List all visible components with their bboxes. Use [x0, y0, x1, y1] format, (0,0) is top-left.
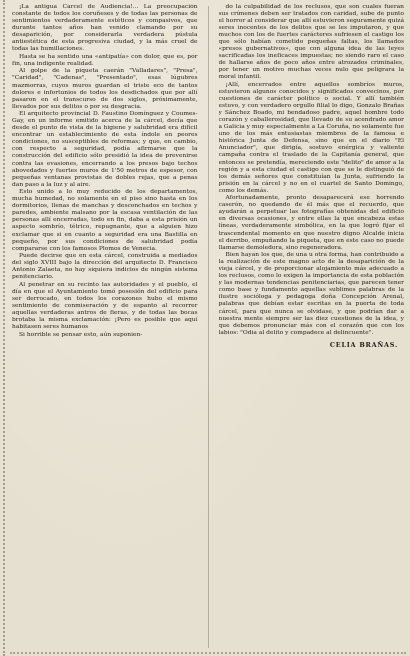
paragraph: Al penetrar en su recinto las autoridades y el pueblo, el día en que el Ayuntamiento tomó posesión del edificio para ser derrocado, en todos los corazones hubo el mismo sentimiento de conmiseración y de espanto al recorrer aquellas verdaderas antros de fieras, y de todas las bocas brotaba la misma exclamación: ¡Pero es posible que aquí habitasen seres humanos: [12, 281, 198, 331]
paragraph: El arquitecto provincial D. Faustino Domínguez y Coumes-Gay, en un informe emitido acerca de la cárcel, decía que desde el punto de vista de la higiene y salubridad era difícil encontrar un establecimiento de esta índole en peores condiciones, no susceptibles de reformas; y que, en cambio, con respecto a seguridad, podía afirmarse que la construcción del edificio sólo presidió la idea de prevenirse contra las evasiones, encerrando a los presos bajo techos abovedados y fuertes muros de 1'50 metros de espesor, con pequeñas ventanas provistas de dobles rejas, que a penas dan paso a la luz y al aire.: [12, 111, 198, 188]
paragraph: ¡La antigua Cárcel de Audiencia!... La preocupación constante de todos los coruñeses y de todas las personas de sentimientos verdaderamente estéticos y compasivos, que durante tantos años han venido clamando por su desaparición, por considerarla verdadera pústula antiestética de esta progresiva ciudad, y la más cruel de todas las humillaciones.: [12, 4, 198, 53]
author-signature: CELIA BRAÑAS.: [329, 340, 398, 349]
column-divider: [208, 6, 209, 648]
paragraph: ¡Allí, encerrados entre aquellos sombríos muros, estuvieron algunos conocidos y significados convecinos, por cuestiones de carácter político o social. Y allí también estuvo, y con verdadero orgullo filial lo digo, Gonzalo Brañas y Sánchez Boado, mi bendadoso padre, aquel hombre todo corazón y caballerosidad, que llevado de su acendrado amor a Galicia y muy especialmente a La Coruña, no solamente fue uno de los más entusiastas miembros de la famosa e histórica Junta de Defensa, sino que en el diario "El Anunciador", que dirigía, sostuvo enérgica y valiente campaña contra el traslado de la Capitanía general, que entonces se pretendía, mereciendo este "delito" de amor a la región y a esta ciudad el castigo con que se le distinguió de los demás señores que constituían la Junta, sufriendo la prisión en la cárcel y no en el cuartel de Santo Domingo, como los demás.: [218, 82, 404, 194]
paragraph: Puede decirse que en esta cárcel, construida a mediados del siglo XVIII bajo la dirección del arquitecto D. Francisco Antonio Zalaeta, no hay siquiera indicios de ningún sistema penitenciario.: [12, 253, 198, 281]
bottom-dotted-border: [10, 652, 406, 654]
paragraph: Si horrible se pensar esto, aún suponien-: [19, 331, 143, 338]
left-dotted-border: [3, 0, 7, 656]
paragraph: do la culpabilidad de los reclusos, que son cuales fueran sus crímenes deben ser tratados con caridad, sube de punto el horror al considerar que allí estuvieron seguramente quizá seres inocentes de los delitos que se les imputaron, y que muchos con los de fuertes carácteres sufriesen el castigo los que sólo habían cometido pequeñas faltas, los llamados «presos gubernativos», que con alguna idea de las leyes sacrificadas los ineficaces impuestas; no siendo raro el caso de hallarse años de poco años entre atrozados criminales, por tener un motivo muchas veces nulo que peligrara la moral infantil.: [218, 4, 404, 81]
paragraph: Bien hayan los que, de una u otra forma, han contribuido a la realización de este magno acto de la desaparición de la vieja cárcel, y de proporcionar alojamiento más adecuado a los reclusos, como lo exigen la importancia de esta población y las modernas tendencias penitenciarias, que parecen tener como base y fundamento aquellas sublimes palabras de la ilustre socióloga y pedagoga doña Concepción Arenal, palabras que debían estar escritas en la puerta de toda cárcel, para que nunca se olvidase, y que podrían dar a nuestra mente siempre ser las diez cuestiones de la idea, y que debemos pronunciar más con el corazón que con los labios: "Odia al delito y compadece al delincuente".: [218, 252, 404, 336]
article-columns: [12, 4, 404, 650]
paragraph: Al golpe de la piqueta caerán "Valladares", "Presa", "Caridad", "Cadenas", "Presentado", esas lúgubres mazmorras, cuyos muros guardan el triste eco de tantos dolores e infortunios de todos los desdichados que por allí pasaron en el transcurso de dos siglos, próximamente, llevados por sus delitos o por su desgracia.: [12, 68, 198, 110]
left-column: [12, 4, 198, 650]
paragraph: Hasta se ha sentido una «antipatía» con dolor, que es, por fin, una indigente realidad.: [12, 53, 198, 67]
paragraph: Afortunadamente, pronto desaparecerá ese horrendo caserón, no quedando de él más que el recuerdo, que ayudarán a perpetuar las fotografías obtenidas del edificio en diversas ocasiones, y entre ellas la que encabeza estas líneas, verdaderamente simbólica, en la que logró fijar el trascendental momento en que nuestro digno Alcalde inicia el derribo, empuñando la piqueta, que en este caso no puede llamarse demoledora, sino regeneradora.: [218, 195, 404, 251]
paragraph: Esto unido a lo muy reducido de los departamentos, mucha humedad, no solamente en el piso sino hasta en los dormitorios, llenas de manchas y desconchados en techos y paredes, ambiente malsano por la escasa ventilación de las personas allí encerradas, todo en fin, daba a esta prisión un aspecto sombrío, tétrico, repugnante, que a alguien hizo exclamar que si en cuanto a seguridad era una Bastilla en pequeño, por sus condiciones de salubridad podía compararse con los famosos Plomos de Venecia.: [12, 189, 198, 252]
right-column: [219, 4, 405, 650]
